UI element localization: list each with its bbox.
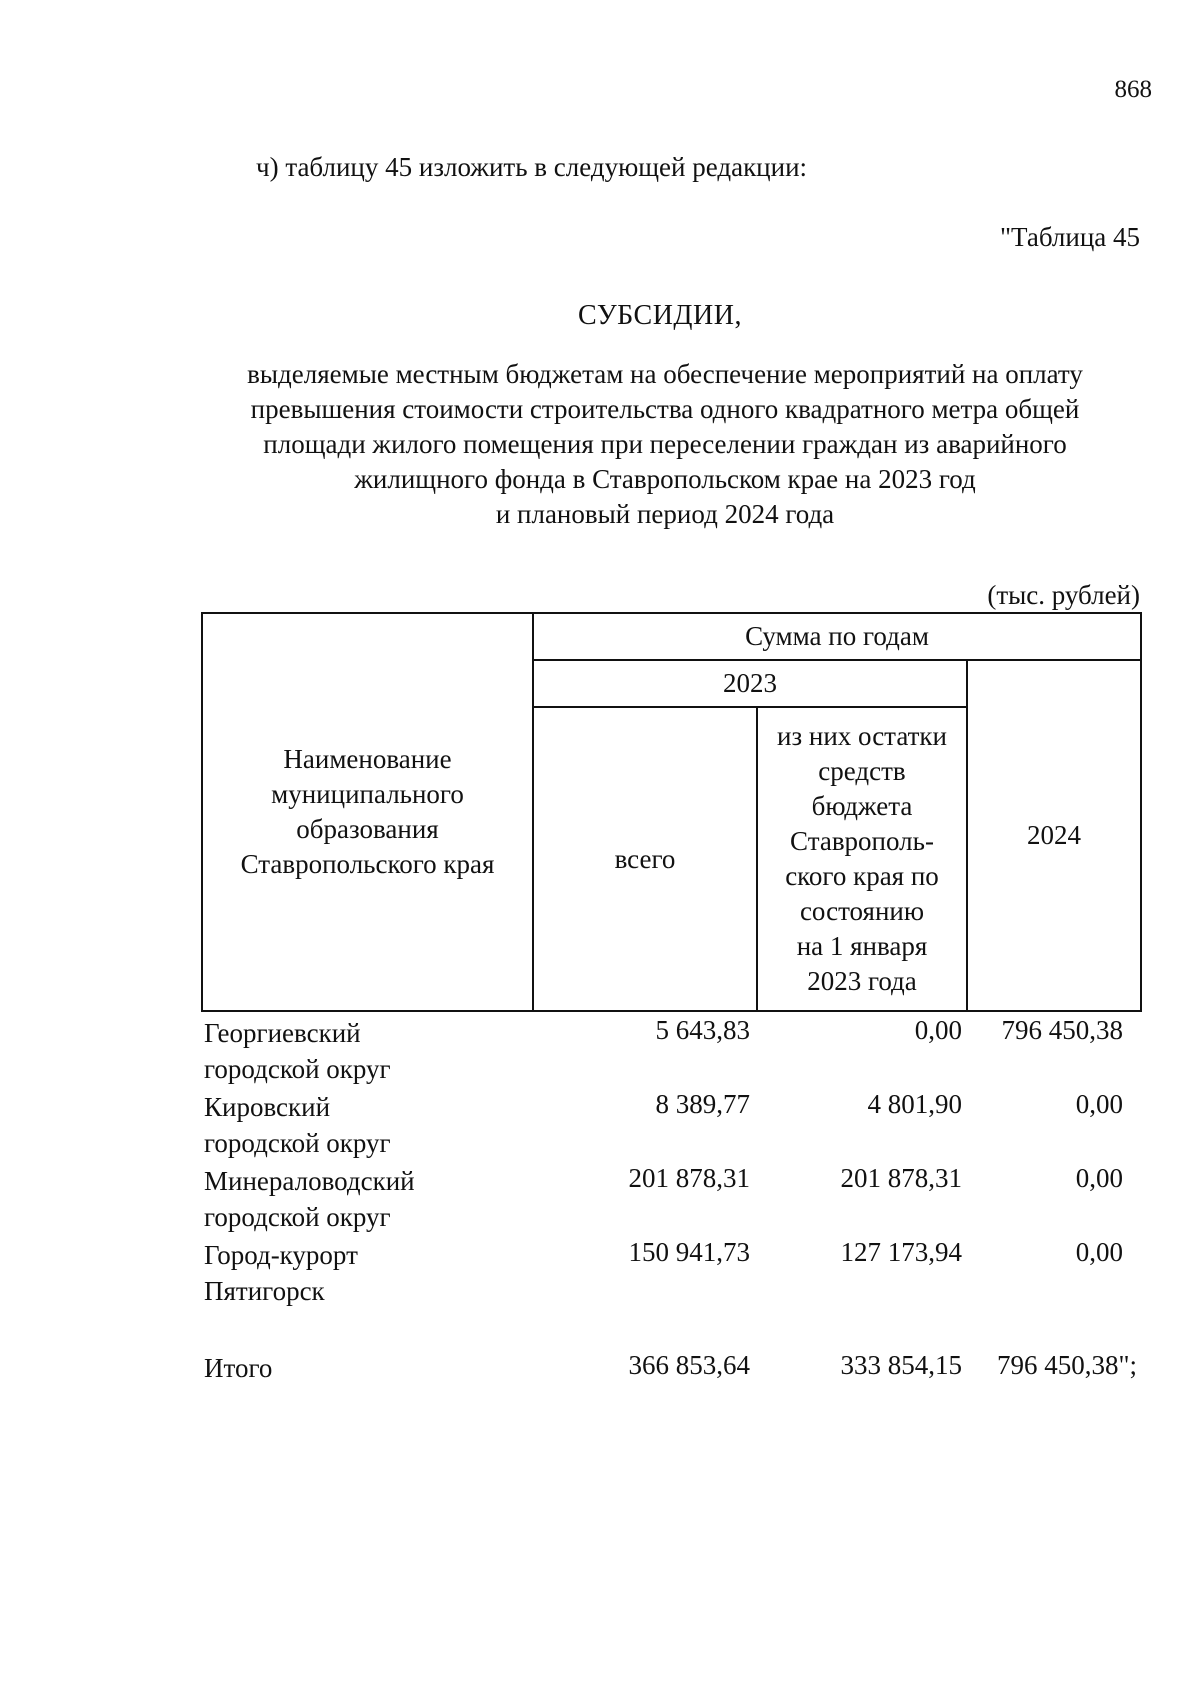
- row-name: [204, 1237, 358, 1309]
- header-sum-by-years: Сумма по годам: [745, 621, 929, 651]
- cell-total: 8 389,77: [655, 1089, 750, 1119]
- header-remainder-line: 2023 года: [807, 966, 917, 996]
- row-name: [204, 1015, 391, 1087]
- row-name-line: городской округ: [204, 1128, 391, 1158]
- header-name-line: образования: [296, 814, 439, 844]
- document-subtitle: [210, 357, 1120, 532]
- totals-label: Итого: [204, 1353, 273, 1383]
- header-remainder-line: средств: [818, 756, 906, 786]
- cell-2024: 796 450,38: [1001, 1015, 1123, 1045]
- cell-remainder: 127 173,94: [840, 1237, 962, 1267]
- cell-2024: 0,00: [1075, 1089, 1123, 1119]
- cell-total: 201 878,31: [628, 1163, 750, 1193]
- row-name: [204, 1163, 415, 1235]
- cell-remainder: 4 801,90: [867, 1089, 962, 1119]
- header-remainder-line: Ставрополь-: [790, 826, 934, 856]
- page-number: 868: [1114, 76, 1152, 103]
- header-name-line: муниципального: [271, 779, 464, 809]
- header-remainder-line: бюджета: [811, 791, 913, 821]
- row-name: [204, 1089, 391, 1161]
- header-remainder-line: на 1 января: [796, 931, 928, 961]
- header-name-line: Ставропольского края: [240, 849, 495, 879]
- row-name-line: Кировский: [204, 1092, 331, 1122]
- cell-remainder: 0,00: [914, 1015, 962, 1045]
- header-name-cell: [203, 614, 532, 1010]
- header-name-line: Наименование: [283, 744, 452, 774]
- header-year-2024: 2024: [1027, 820, 1081, 850]
- subtitle-line: жилищного фонда в Ставропольском крае на 2023 год: [354, 464, 976, 494]
- intro-text: ч) таблицу 45 изложить в следующей редакции:: [256, 152, 808, 182]
- row-name-line: Минераловодский: [204, 1166, 415, 1196]
- row-name-line: Город-курорт: [204, 1240, 358, 1270]
- header-year-2023: 2023: [723, 668, 777, 698]
- cell-2024: 0,00: [1075, 1237, 1123, 1267]
- row-name-line: городской округ: [204, 1202, 391, 1232]
- header-total: всего: [614, 843, 676, 874]
- table-header: [201, 612, 1142, 1012]
- subtitle-line: площади жилого помещения при переселении граждан из аварийного: [263, 429, 1067, 459]
- row-name-line: Георгиевский: [204, 1018, 361, 1048]
- header-remainder-cell: [758, 708, 966, 1010]
- document-title: СУБСИДИИ,: [578, 300, 742, 331]
- header-remainder-line: из них остатки: [777, 721, 947, 751]
- subtitle-line: превышения стоимости строительства одного квадратного метра общей: [250, 394, 1080, 424]
- table-label: "Таблица 45: [1000, 222, 1140, 252]
- cell-total: 150 941,73: [628, 1237, 750, 1267]
- header-remainder-line: состоянию: [799, 896, 925, 926]
- totals-remainder: 333 854,15: [840, 1350, 962, 1380]
- cell-remainder: 201 878,31: [840, 1163, 962, 1193]
- units-label: (тыс. рублей): [987, 580, 1140, 610]
- row-name-line: Пятигорск: [204, 1276, 325, 1306]
- subtitle-line: и плановый период 2024 года: [495, 499, 835, 529]
- cell-2024: 0,00: [1075, 1163, 1123, 1193]
- totals-total: 366 853,64: [628, 1350, 750, 1380]
- totals-2024: 796 450,38";: [996, 1350, 1137, 1380]
- header-remainder-line: ского края по: [785, 861, 939, 891]
- cell-total: 5 643,83: [655, 1015, 750, 1045]
- subtitle-line: выделяемые местным бюджетам на обеспечение мероприятий на оплату: [247, 359, 1083, 389]
- row-name-line: городской округ: [204, 1054, 391, 1084]
